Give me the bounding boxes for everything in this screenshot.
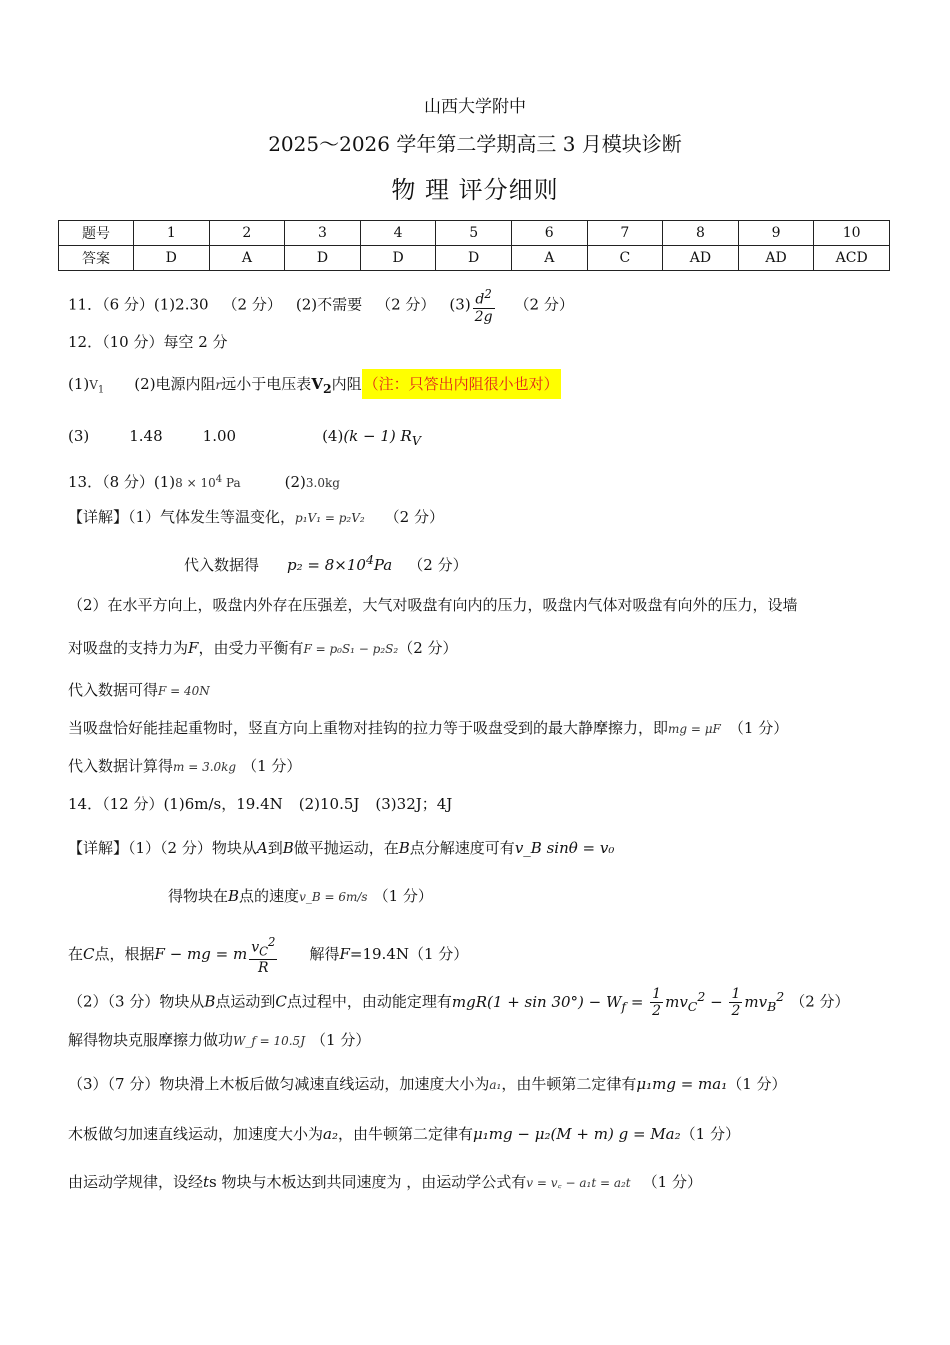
page-title: 物 理 评分细则: [391, 176, 559, 204]
q13-part-2: (2): [284, 473, 306, 491]
table-cell: 10: [814, 221, 890, 246]
table-cell: 5: [436, 221, 512, 246]
point-C: C: [275, 992, 287, 1011]
score-text: （1 分）: [728, 719, 789, 737]
q14-head-line: [68, 794, 452, 814]
fraction-numerator: d: [475, 291, 485, 308]
voltmeter-v2: [311, 375, 332, 396]
q12-part-2a: (2)电源内阻: [134, 375, 216, 393]
table-cell: D: [285, 246, 361, 271]
q12-part-3: (3): [68, 427, 90, 445]
q12-line-2: [68, 426, 421, 451]
q11-score-3: （2 分）: [514, 295, 574, 314]
detail-text: 代入数据计算得: [68, 757, 174, 775]
equation-text: =: [626, 992, 649, 1011]
equation: F = 40N: [158, 684, 210, 698]
equation: [287, 552, 393, 574]
table-cell: 4: [360, 221, 436, 246]
detail-text: （3）（7 分）物块滑上木板后做匀减速直线运动，加速度大小为: [68, 1075, 490, 1093]
fraction-subscript: C: [259, 944, 269, 959]
q13-detail-4: [68, 638, 458, 659]
detail-text: ，由牛顿第二定律有: [337, 1125, 473, 1143]
table-cell: 2: [209, 221, 285, 246]
q11-part-3: (3): [449, 295, 471, 314]
variable-F: F: [339, 945, 350, 964]
answer-table-number-row: [59, 221, 890, 246]
half-fraction: [650, 986, 663, 1019]
equation: μ₁mg − μ₂(M + m) g = Ma₂: [473, 1125, 681, 1143]
q12-value-2: 1.00: [202, 427, 237, 445]
table-cell: 7: [587, 221, 663, 246]
detail-text: 在: [68, 945, 84, 964]
q13-answer-2: 3.0kg: [305, 476, 340, 490]
point-C: C: [83, 945, 95, 964]
answer-table: [58, 220, 890, 271]
q12-part-1: (1): [68, 375, 90, 393]
equation: μ₁mg = ma₁: [636, 1075, 728, 1093]
table-cell: ACD: [814, 246, 890, 271]
score-text: （2 分）: [384, 508, 444, 526]
equation-text: mv: [744, 992, 768, 1011]
half-fraction: [729, 986, 742, 1019]
equation-text: mv: [665, 992, 688, 1011]
voltmeter-symbol: V: [311, 375, 323, 393]
detail-text: 到: [267, 839, 283, 857]
exam-title: 2025～2026 学年第二学期高三 3 月模块诊断: [268, 132, 682, 156]
detail-text: 点运动到: [215, 992, 276, 1011]
variable-a2: a₂: [323, 1125, 338, 1143]
resistance-r: r: [215, 378, 222, 392]
equation: W_f = 10.5J: [233, 1034, 306, 1048]
detail-text: 点过程中，由动能定理有: [286, 992, 452, 1011]
answer-value: 8 × 10: [175, 476, 216, 490]
q13-detail-7: [68, 756, 301, 777]
table-cell: A: [511, 246, 587, 271]
point-B: B: [228, 887, 240, 905]
q14-detail-5: [68, 1030, 370, 1051]
q13-detail-3: （2）在水平方向上，吸盘内外存在压强差，大气对吸盘有向内的压力，吸盘内气体对吸盘有向外的压力，设墙: [68, 596, 798, 614]
detail-text: ，由牛顿第二定律有: [501, 1075, 637, 1093]
fraction-denominator: 2: [652, 1003, 662, 1019]
detail-text: 解得物块克服摩擦力做功: [68, 1031, 234, 1049]
q14-part-3: (3)32J；4J: [375, 795, 453, 813]
table-row-label: 答案: [59, 246, 134, 271]
detail-text: s 物块与木板达到共同速度为 ，由运动学公式有: [209, 1173, 527, 1191]
score-text: （2 分）: [408, 556, 468, 574]
detail-text: 当吸盘恰好能挂起重物时，竖直方向上重物对挂钩的拉力等于吸盘受到的最大静摩擦力，即: [68, 719, 669, 737]
q14-part-2: (2)10.5J: [298, 795, 360, 813]
detail-text: 解得: [309, 945, 340, 964]
equation-unit: Pa: [373, 556, 393, 574]
q13-detail-1: [68, 507, 444, 528]
table-cell: 1: [134, 221, 210, 246]
table-cell: 8: [663, 221, 739, 246]
detail-text: 代入数据得: [184, 556, 260, 574]
equation-exponent: 4: [365, 552, 374, 567]
q11-fraction: [473, 286, 495, 325]
q14-detail-7: [68, 1124, 740, 1144]
variable-t: t: [203, 1173, 210, 1191]
point-B: B: [204, 992, 216, 1011]
q12-head: 12．（10 分）每空 2 分: [68, 333, 228, 351]
q13-detail-2: [184, 550, 468, 575]
table-cell: 9: [738, 221, 814, 246]
q13-answer-1: [175, 476, 241, 490]
detail-text: 【详解】（1）（2 分）物块从: [68, 839, 257, 857]
equation: F = p₀S₁ − p₂S₂: [303, 642, 399, 656]
fraction-numerator: 1: [731, 986, 741, 1002]
detail-text: ，由受力平衡有: [198, 639, 304, 657]
detail-text: 做平抛运动，在: [293, 839, 399, 857]
equation-subscript: f: [621, 998, 627, 1014]
table-cell: 3: [285, 221, 361, 246]
highlighted-note: （注：只答出内阻很小也对）: [362, 369, 561, 399]
variable-a1: a₁: [489, 1078, 502, 1092]
equation: v_B = 6m/s: [299, 890, 368, 904]
detail-text: 点分解速度可有: [409, 839, 515, 857]
score-text: （1 分）: [373, 887, 433, 905]
detail-text: 由运动学规律，设经: [68, 1173, 204, 1191]
detail-text: （2）（3 分）物块从: [68, 992, 205, 1011]
fraction-superscript: 2: [268, 935, 276, 949]
table-cell: AD: [738, 246, 814, 271]
q11-part-2: (2)不需要: [295, 295, 363, 314]
q11-head: 11．（6 分）(1)2.30: [68, 295, 209, 314]
score-text: （1 分）: [642, 1173, 702, 1191]
q12-expression: [343, 427, 421, 448]
q14-detail-6: [68, 1074, 787, 1095]
fraction-denominator: R: [258, 960, 269, 977]
expression-subscript: V: [411, 433, 421, 448]
expression-text: (k − 1) R: [343, 427, 412, 445]
detail-text: 对吸盘的支持力为: [68, 639, 189, 657]
table-cell: D: [360, 246, 436, 271]
equation-exponent: 2: [776, 988, 785, 1004]
detail-text: 木板做匀加速直线运动，加速度大小为: [68, 1125, 324, 1143]
fraction-numerator: 1: [652, 986, 662, 1002]
equation-subscript: C: [687, 998, 698, 1014]
table-cell: A: [209, 246, 285, 271]
detail-text: 点，根据: [94, 945, 155, 964]
voltmeter-symbol: V: [89, 378, 98, 392]
detail-text: 【详解】（1）气体发生等温变化，: [68, 508, 296, 526]
q12-part-2c: 内阻: [331, 375, 362, 393]
score-text: （1 分）: [680, 1125, 740, 1143]
score-text: （1 分）: [242, 757, 302, 775]
point-A: A: [256, 839, 268, 857]
table-cell: AD: [663, 246, 739, 271]
q14-head: 14．（12 分）(1)6m/s，19.4N: [68, 795, 283, 813]
table-row-label: 题号: [59, 221, 134, 246]
fraction-superscript: 2: [484, 287, 492, 301]
q14-detail-8: [68, 1172, 702, 1193]
detail-text: 得物块在: [168, 887, 229, 905]
q13-detail-5: [68, 680, 210, 701]
table-cell: D: [134, 246, 210, 271]
answer-unit: Pa: [225, 476, 241, 490]
voltmeter-v1: [89, 378, 105, 396]
q12-part-4: (4): [322, 427, 344, 445]
result-text: =19.4N（1 分）: [349, 945, 469, 964]
voltmeter-subscript: 2: [322, 381, 332, 396]
energy-equation: $mgR(1 + \sin 30^\circ) - W_f$ = $\frac{1}{2}$ $mv_C^2$ − $\frac{1}{2}$ $mv_B^2$: [451, 986, 785, 1019]
answer-table-answer-row: [59, 246, 890, 271]
equation-subscript: B: [767, 998, 777, 1014]
table-cell: 6: [511, 221, 587, 246]
fraction-numerator: v: [251, 939, 260, 956]
score-text: （1 分）: [727, 1075, 787, 1093]
table-cell: C: [587, 246, 663, 271]
equation: F − mg = m: [154, 945, 248, 964]
q11-score-2: （2 分）: [376, 295, 436, 314]
score-text: （2 分）: [398, 639, 458, 657]
q12-part-2b: 远小于电压表: [221, 375, 312, 393]
point-B: B: [398, 839, 410, 857]
q13-head-line: [68, 470, 340, 493]
velocity-fraction: [249, 934, 277, 976]
answer-exponent: 4: [215, 474, 223, 485]
equation: v_B sinθ = v₀: [514, 839, 615, 857]
equation: m = 3.0kg: [173, 760, 237, 774]
q12-value-1: 1.48: [129, 427, 163, 445]
q14-detail-3: [68, 934, 468, 976]
q11-line: [68, 286, 574, 325]
q11-score-1: （2 分）: [222, 295, 282, 314]
q14-detail-1: [68, 838, 614, 858]
q13-detail-6: [68, 718, 788, 739]
table-cell: D: [436, 246, 512, 271]
score-text: （1 分）: [311, 1031, 371, 1049]
equation-text: p₂ = 8×10: [287, 556, 366, 574]
q14-detail-4: [68, 986, 850, 1019]
score-text: （2 分）: [790, 992, 850, 1011]
equation: mg = μF: [668, 722, 721, 736]
voltmeter-subscript: 1: [97, 384, 105, 396]
fraction-denominator: 2: [731, 1003, 741, 1019]
q13-head: 13．（8 分）(1): [68, 473, 176, 491]
fraction-denominator: 2g: [474, 308, 493, 325]
equation: v = v꜀ − a₁t = a₂t: [526, 1176, 631, 1190]
detail-text: 点的速度: [239, 887, 300, 905]
school-name: 山西大学附中: [424, 97, 526, 117]
point-B: B: [282, 839, 294, 857]
variable-F: F: [188, 639, 199, 657]
equation-text: mgR(1 + sin 30°) − W: [451, 992, 622, 1011]
equation-exponent: 2: [697, 988, 706, 1004]
q14-detail-2: [168, 886, 433, 907]
q12-line-1: [68, 374, 561, 400]
detail-text: 代入数据可得: [68, 681, 159, 699]
equation: p₁V₁ = p₂V₂: [295, 511, 365, 525]
